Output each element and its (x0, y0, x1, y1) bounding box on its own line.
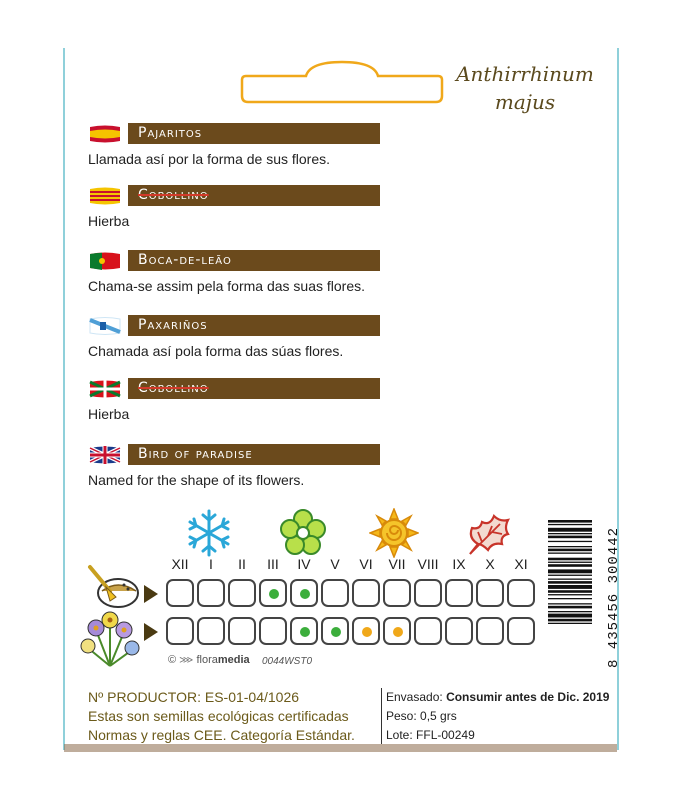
brand-logo (168, 654, 250, 666)
barcode-bar (548, 623, 592, 624)
month-cell (445, 579, 473, 607)
barcode-bar (548, 528, 592, 532)
month-cell (507, 617, 535, 645)
active-month-dot (362, 627, 372, 637)
species-genus: Anthirrhinum (456, 62, 594, 86)
month-cell (290, 579, 318, 607)
peso-label: Peso: (386, 709, 417, 723)
barcode-number: 8 435456 300442 (606, 526, 622, 668)
month-label: I (209, 556, 213, 572)
barcode-bar (548, 603, 592, 604)
month-cell (383, 617, 411, 645)
month-label: VIII (417, 556, 439, 572)
month-cell (414, 617, 442, 645)
barcode-bar (548, 536, 592, 539)
month-cell (445, 617, 473, 645)
flowers-icon (78, 608, 142, 668)
brand-icon: ⋙ (179, 655, 194, 666)
producer-info (88, 688, 355, 745)
month-label: IV (297, 556, 311, 572)
catalonia-flag-icon (88, 186, 122, 206)
active-month-dot (269, 589, 279, 599)
brand-name-light: flora (196, 654, 218, 666)
month-cell (321, 617, 349, 645)
barcode-bar (548, 606, 592, 609)
month-label: II (238, 556, 246, 572)
barcode-bar (548, 569, 592, 573)
lang-block-portuguese (88, 250, 608, 294)
month-cell (228, 617, 256, 645)
organic-certification: Estas son semillas ecológicas certificadas (88, 708, 349, 724)
month-label: VII (388, 556, 406, 572)
spain-flag-icon (88, 124, 122, 144)
lang-block-basque (88, 378, 608, 422)
barcode-bar (548, 598, 592, 599)
leaf-icon (462, 508, 512, 558)
basque-flag-icon (88, 379, 122, 399)
barcode-bar (548, 594, 592, 595)
active-month-dot (300, 589, 310, 599)
barcode (548, 518, 608, 668)
common-name-bar: Pajaritos (128, 123, 380, 144)
barcode-bar (548, 562, 592, 563)
month-label: X (485, 556, 495, 572)
envasado-label: Envasado: (386, 690, 443, 704)
info-divider (381, 688, 382, 744)
barcode-bar (548, 579, 592, 580)
month-cell (259, 579, 287, 607)
galicia-flag-icon (88, 316, 122, 336)
portugal-flag-icon (88, 251, 122, 271)
sowing-arrow-icon (144, 585, 158, 603)
barcode-bar (548, 553, 592, 554)
month-label: III (267, 556, 279, 572)
barcode-bar (548, 541, 592, 542)
month-cell (166, 579, 194, 607)
barcode-bar (548, 575, 592, 576)
month-label: IX (452, 556, 466, 572)
month-cell (166, 617, 194, 645)
title-frame (240, 58, 444, 104)
flowering-arrow-icon (144, 623, 158, 641)
common-name-bar: Cobollino (128, 185, 380, 206)
uk-flag-icon (88, 445, 122, 465)
common-name-bar: Cobollino (128, 378, 380, 399)
flower-icon (278, 508, 328, 558)
month-cell (228, 579, 256, 607)
standards-category: Normas y reglas CEE. Categoría Estándar. (88, 727, 355, 743)
month-cell (383, 579, 411, 607)
barcode-bar (548, 585, 592, 589)
barcode-bar (548, 619, 592, 622)
producer-number: Nº PRODUCTOR: ES-01-04/1026 (88, 689, 300, 705)
lang-description: Named for the shape of its flowers. (88, 472, 305, 488)
barcode-bar (548, 549, 592, 552)
species-name (450, 60, 600, 116)
common-name-bar: Paxariños (128, 315, 380, 336)
barcode-bar (548, 564, 592, 567)
month-label: XI (514, 556, 528, 572)
month-cell (259, 617, 287, 645)
lang-description: Chama-se assim pela forma das suas flores. (88, 278, 365, 294)
month-cell (321, 579, 349, 607)
copyright-mark: © (168, 654, 177, 666)
month-cell (476, 579, 504, 607)
month-cell (414, 579, 442, 607)
month-cell (290, 617, 318, 645)
lote-label: Lote: (386, 728, 413, 742)
month-cell (352, 617, 380, 645)
active-month-dot (393, 627, 403, 637)
month-cell (197, 579, 225, 607)
active-month-dot (300, 627, 310, 637)
barcode-bar (548, 546, 592, 547)
barcode-bar (548, 581, 592, 584)
common-name-bar: Boca-de-leão (128, 250, 380, 271)
barcode-bar (548, 614, 592, 618)
packaging-info (386, 688, 609, 745)
lang-description: Hierba (88, 406, 130, 422)
lang-block-english (88, 444, 608, 488)
lang-description: Hierba (88, 213, 130, 229)
barcode-bar (548, 533, 592, 534)
sowing-icon (84, 563, 142, 611)
active-month-dot (331, 627, 341, 637)
lang-description: Chamada así pola forma das súas flores. (88, 343, 344, 359)
lote-value: FFL-00249 (416, 728, 475, 742)
common-name-bar: Bird of paradise (128, 444, 380, 465)
month-cell (352, 579, 380, 607)
snowflake-icon (184, 508, 234, 558)
product-code: 0044WST0 (262, 656, 313, 667)
barcode-bar (548, 611, 592, 612)
brand-name-bold: media (217, 654, 250, 666)
month-label: VI (359, 556, 373, 572)
barcode-bar (548, 558, 592, 561)
species-epithet: majus (494, 90, 556, 114)
lang-description: Llamada así por la forma de sus flores. (88, 151, 331, 167)
barcode-bar (548, 520, 592, 523)
left-border-line (63, 48, 65, 750)
month-cell (197, 617, 225, 645)
month-cell (476, 617, 504, 645)
lang-block-galician (88, 315, 608, 359)
envasado-value: Consumir antes de Dic. 2019 (446, 690, 610, 704)
month-label: XII (171, 556, 189, 572)
lang-block-spanish (88, 123, 608, 167)
peso-value: 0,5 grs (420, 709, 457, 723)
barcode-bar (548, 524, 592, 525)
barcode-bar (548, 590, 592, 593)
lang-block-catalan (88, 185, 608, 229)
bottom-seed-strip (64, 744, 617, 752)
sun-icon (369, 508, 419, 558)
month-cell (507, 579, 535, 607)
month-label: V (330, 556, 340, 572)
